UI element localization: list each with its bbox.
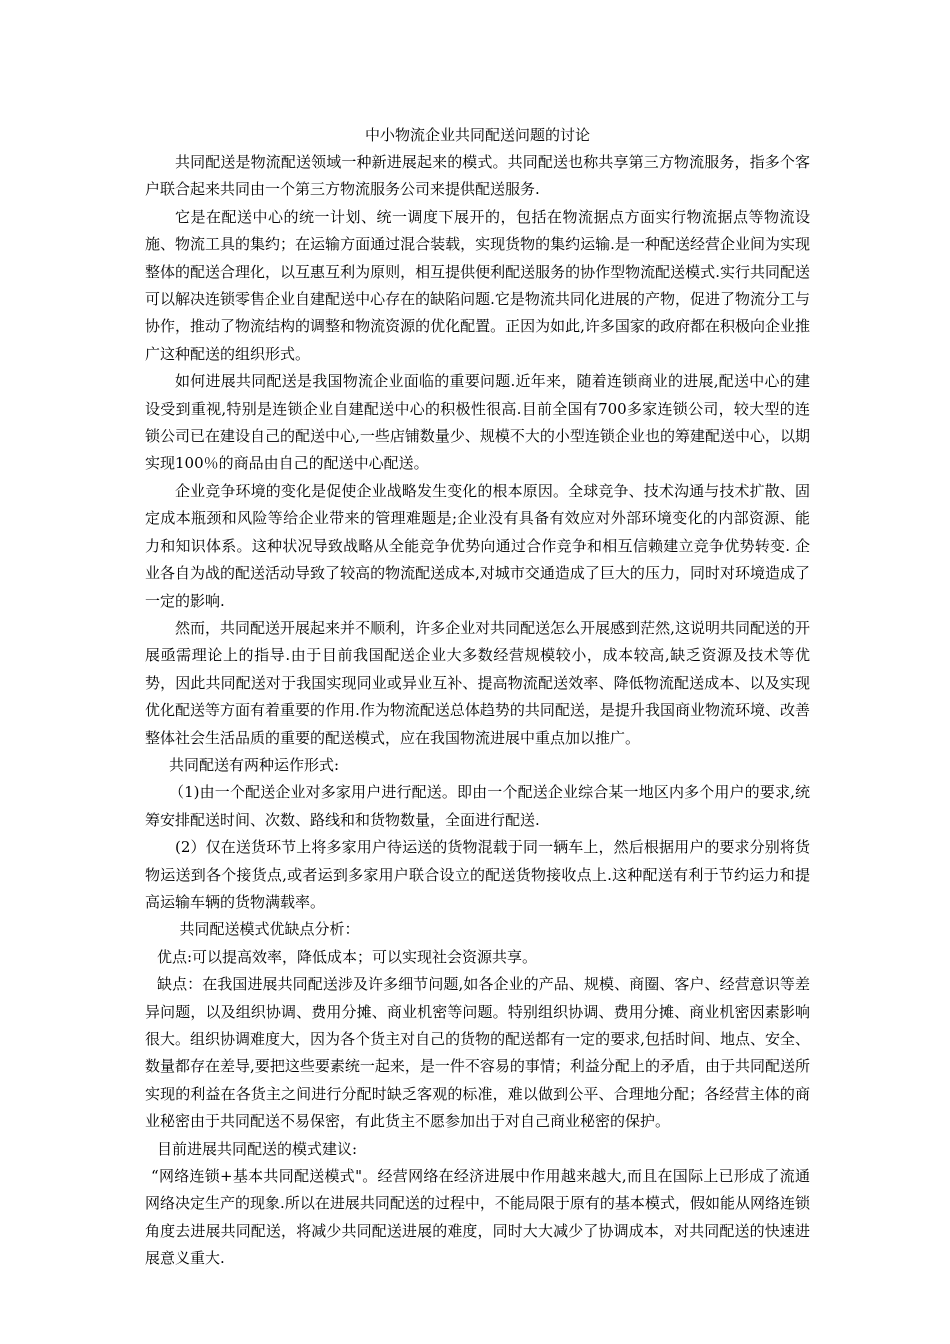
paragraph-form-1: （1)由一个配送企业对多家用户进行配送。即由一个配送企业综合某一地区内多个用户的要求,统筹安排配送时间、次数、路线和和货物数量，全面进行配送. [145,783,810,829]
paragraph-definition: 它是在配送中心的统一计划、统一调度下展开的，包括在物流据点方面实行物流据点等物流设施、物流工具的集约；在运输方面通过混合装载，实现货物的集约运输.是一种配送经营企业间为实现整体的配送合理化，以互惠互利为原则，相互提供便利配送服务的协作型物流配送模式.实行共同配送可以解决连锁零售企业自建配送中心存在的缺陷问题.它是物流共同化进展的产物，促进了物流分工与协作，推动了物流结构的调整和物流资源的优化配置。正因为如此,许多国家的政府都在积极向企业推广这种配送的组织形式。 [145,207,810,363]
paragraph-advantages: 优点:可以提高效率，降低成本；可以实现社会资源共享。 [157,947,538,966]
paragraph-development: 如何进展共同配送是我国物流企业面临的重要问题.近年来，随着连锁商业的进展,配送中心的建设受到重视,特别是连锁企业自建配送中心的积极性很高.目前全国有700多家连锁公司，较大型的连锁公司已在建设自己的配送中心,一些店铺数量少、规模不大的小型连锁企业也的筹建配送中心，以期实现100％的商品由自己的配送中心配送。 [145,372,810,473]
document-title: 中小物流企业共同配送问题的讨论 [364,126,590,144]
paragraph-competition: 企业竞争环境的变化是促使企业战略发生变化的根本原因。全球竞争、技术沟通与技术扩散、固定成本瓶颈和风险等给企业带来的管理难题是;企业没有具备有效应对外部环境变化的内部资源、能力和知识体系。这种状况导致战略从全能竞争优势向通过合作竞争和相互信赖建立竞争优势转变. 企业各自为战的配送活动导致了较高的物流配送成本,对城市交通造成了巨大的压力，同时对环境造成了一定的影响. [145,481,810,610]
paragraph-form-2: (2）仅在送货环节上将多家用户待运送的货物混载于同一辆车上，然后根据用户的要求分别将货物运送到各个接货点,或者运到多家用户联合设立的配送货物接收点上.这种配送有利于节约运力和提高运输车辆的货物满载率。 [145,838,810,911]
paragraph-forms-heading: 共同配送有两种运作形式: [169,755,340,774]
paragraph-suggestions-heading: 目前进展共同配送的模式建议: [157,1139,358,1158]
paragraph-network-model: “网络连锁+基本共同配送模式"。经营网络在经济进展中作用越来越大,而且在国际上已形成了流通网络决定生产的现象.所以在进展共同配送的过程中，不能局限于原有的基本模式，假如能从网络连锁角度去进展共同配送，将减少共同配送进展的难度，同时大大减少了协调成本，对共同配送的快速进展意义重大. [145,1167,810,1268]
paragraph-challenges: 然而，共同配送开展起来并不顺利，许多企业对共同配送怎么开展感到茫然,这说明共同配送的开展亟需理论上的指导.由于目前我国配送企业大多数经营规模较小，成本较高,缺乏资源及技术等优势，因此共同配送对于我国实现同业或异业互补、提高物流配送效率、降低物流配送成本、以及实现优化配送等方面有着重要的作用.作为物流配送总体趋势的共同配送，是提升我国商业物流环境、改善整体社会生活品质的重要的配送模式，应在我国物流进展中重点加以推广。 [145,618,810,747]
paragraph-disadvantages: 缺点：在我国进展共同配送涉及许多细节问题,如各企业的产品、规模、商圈、客户、经营意识等差异问题，以及组织协调、费用分摊、商业机密等问题。特别组织协调、费用分摊、商业机密因素影响很大。组织协调难度大，因为各个货主对自己的货物的配送都有一定的要求,包括时间、地点、安全、数量都存在差导,要把这些要素统一起来，是一件不容易的事情；利益分配上的矛盾，由于共同配送所实现的利益在各货主之间进行分配时缺乏客观的标准，难以做到公平、合理地分配；各经营主体的商业秘密由于共同配送不易保密，有此货主不愿参加出于对自己商业秘密的保护。 [145,975,810,1131]
paragraph-intro: 共同配送是物流配送领域一种新进展起来的模式。共同配送也称共享第三方物流服务，指多个客户联合起来共同由一个第三方物流服务公司来提供配送服务. [145,153,810,199]
document-page [145,121,810,1273]
paragraph-analysis-heading: 共同配送模式优缺点分析： [179,920,360,939]
